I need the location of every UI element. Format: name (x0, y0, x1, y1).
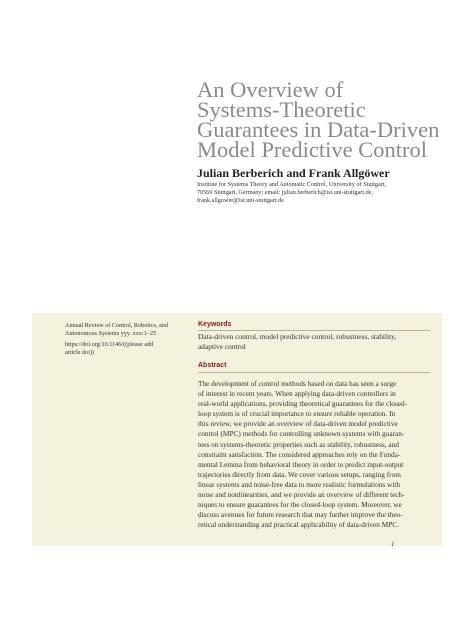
abstract-line: constraint satisfaction. The considered approaches rely on the Funda- (198, 449, 401, 459)
journal-line: Autonomous Systems yyy. xxx:1–25 (65, 329, 157, 337)
abstract-line: real-world applications, providing theoretical guarantees for the closed- (198, 399, 408, 409)
abstract-text (198, 379, 433, 530)
abstract-line: noise and nonlinearities, and we provide an overview of different tech- (198, 490, 405, 500)
abstract-line: loop system is of crucial importance to ensure reliable operation. In (198, 409, 396, 419)
keywords-text (198, 332, 428, 352)
affiliation-line: frank.allgower@ist.uni-stuttgart.de (197, 197, 284, 204)
abstract-line: discuss avenues for future research that may further improve the theo- (198, 510, 403, 520)
abstract-line: tees on systems-theoretic properties such as stability, robustness, and (198, 439, 399, 449)
affiliation-line: 70569 Stuttgart, Germany; email: julian.berberich@ist.uni-stuttgart.de, (197, 189, 373, 196)
keywords-line: adaptive control (198, 342, 246, 351)
title-line: An Overview of (197, 77, 344, 102)
title-line: Systems-Theoretic (197, 97, 366, 122)
abstract-line: The development of control methods based on data has seen a surge (198, 379, 397, 388)
abstract-line: this review, we provide an overview of data-driven model predictive (198, 419, 398, 429)
abstract-line: retical understanding and practical applicability of data-driven MPC. (198, 520, 400, 530)
title-line: Model Predictive Control (197, 137, 427, 162)
affiliation (197, 181, 437, 205)
keywords-heading: Keywords (198, 321, 232, 328)
abstract-line: niques to ensure guarantees for the closed-loop system. Moreover, we (198, 500, 402, 510)
abstract-rule (198, 372, 430, 373)
abstract-line: control (MPC) methods for controlling unknown systems with guaran- (198, 429, 405, 439)
keywords-line: Data-driven control, model predictive control, robustness, stability, (198, 332, 397, 341)
paper-title (197, 77, 457, 162)
abstract-heading: Abstract (198, 362, 227, 369)
abstract-line: linear systems and noise-free data to more realistic formulations with (198, 479, 401, 489)
abstract-line: mental Lemma from behavioral theory in order to predict input-output (198, 459, 404, 469)
page-number: 1 (391, 541, 395, 548)
abstract-line: of interest in recent years. When applying data-driven controllers in (198, 389, 396, 399)
abstract-line: trajectories directly from data. We cover various setups, ranging from (198, 469, 401, 479)
affiliation-line: Institute for Systems Theory and Automatic Control, University of Stuttgart, (197, 181, 387, 188)
journal-line: Annual Review of Control, Robotics, and (65, 322, 168, 329)
author-list: Julian Berberich and Frank Allgöwer (197, 166, 390, 180)
keywords-rule (198, 330, 430, 331)
title-line: Guarantees in Data-Driven (197, 117, 440, 142)
doi-link[interactable]: article doi)) (65, 348, 95, 356)
doi-link[interactable]: https://doi.org/10.1146/((please add (65, 341, 154, 349)
journal-info (65, 322, 190, 356)
